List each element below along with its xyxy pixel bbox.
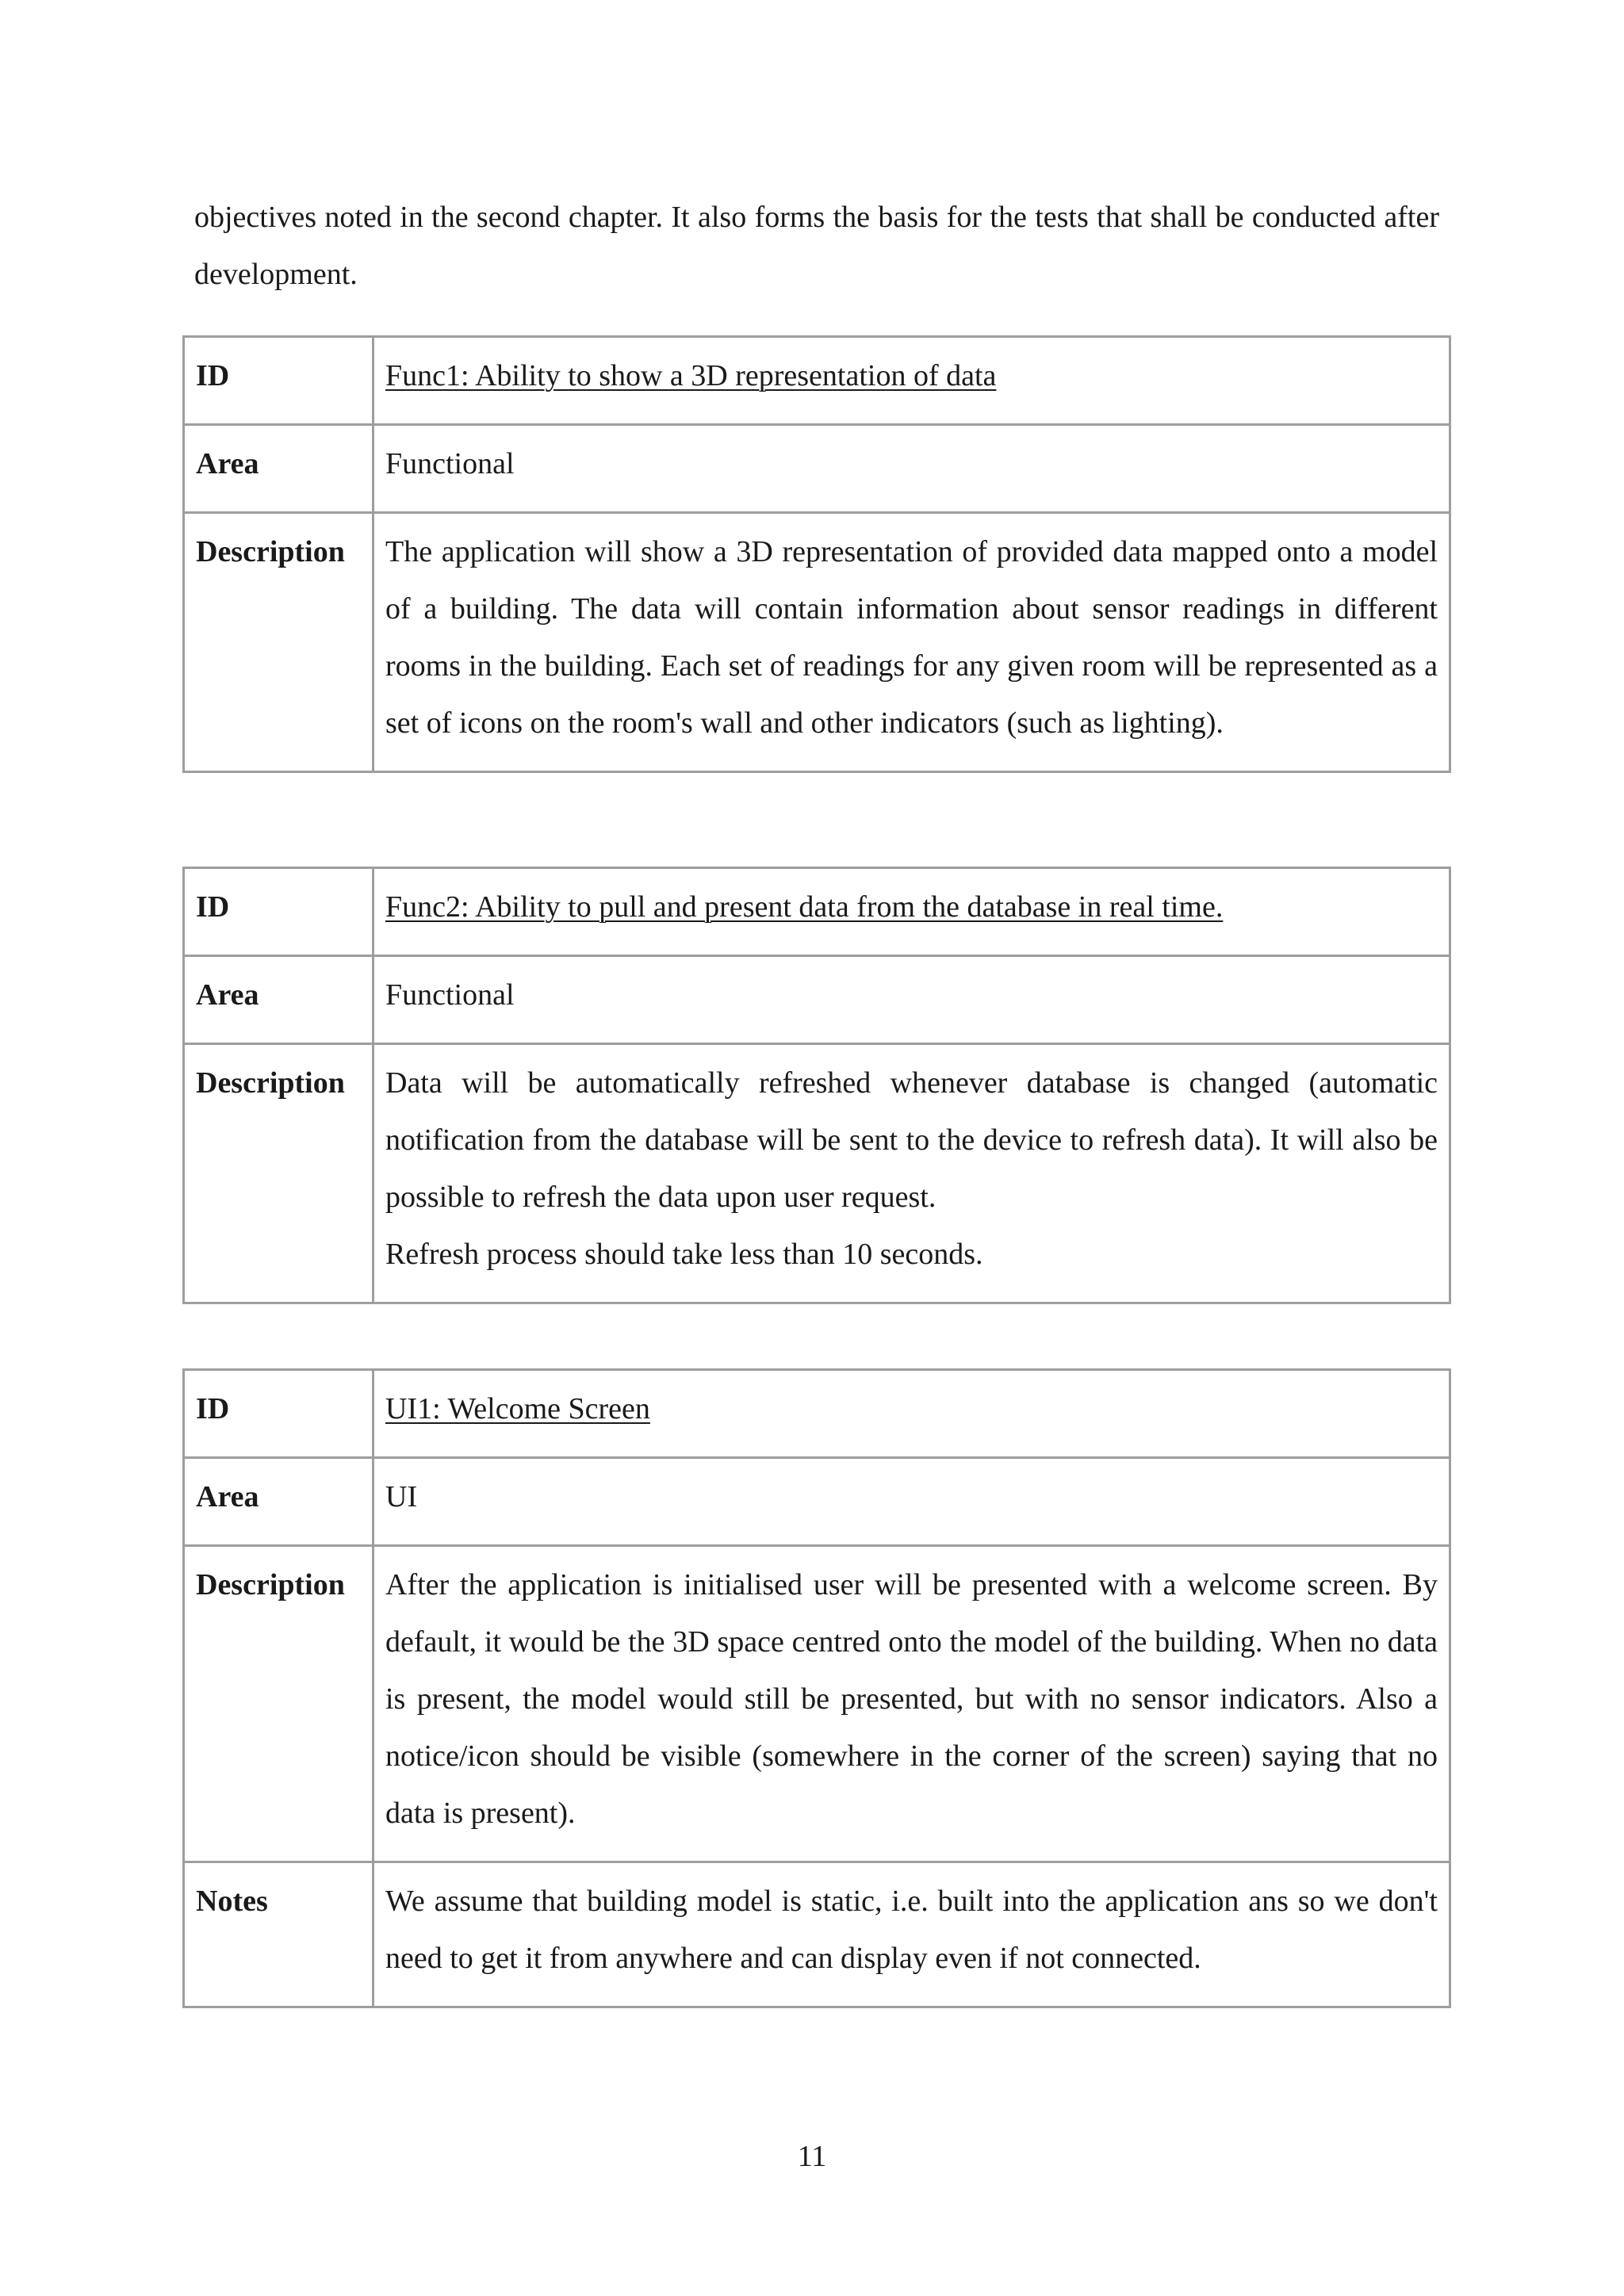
notes-value: We assume that building model is static, i.e. built into the application ans so we don't need to get it from anywhere and can display even if not connected. bbox=[373, 1862, 1450, 2007]
requirement-title: Func2: Ability to pull and present data from the database in real time. bbox=[385, 890, 1224, 924]
intro-paragraph: objectives noted in the second chapter. It also forms the basis for the tests that shall be conducted after development. bbox=[194, 201, 1439, 291]
table-row bbox=[184, 1862, 1450, 2007]
id-value bbox=[373, 868, 1450, 956]
table-row bbox=[184, 337, 1450, 425]
table-row bbox=[184, 956, 1450, 1044]
area-label: Area bbox=[184, 956, 373, 1044]
id-label: ID bbox=[184, 868, 373, 956]
requirement-title: Func1: Ability to show a 3D representation of data bbox=[385, 359, 997, 392]
notes-label: Notes bbox=[184, 1862, 373, 2007]
table-row bbox=[184, 1370, 1450, 1458]
description-value bbox=[373, 1044, 1450, 1303]
description-label: Description bbox=[184, 1546, 373, 1862]
table-row bbox=[184, 1546, 1450, 1862]
requirement-table-func2 bbox=[182, 867, 1451, 1304]
id-label: ID bbox=[184, 1370, 373, 1458]
requirement-table-ui1 bbox=[182, 1368, 1451, 2008]
table-row bbox=[184, 425, 1450, 513]
description-text: Refresh process should take less than 10 seconds. bbox=[385, 1238, 983, 1271]
description-text: The application will show a 3D representation of provided data mapped onto a model of a building. The data will contain information about sensor readings in different rooms in the building. Each set of readings for any given room will be represented as a set of icons on the room's wall and other indicators (such as lighting). bbox=[385, 535, 1438, 740]
description-value bbox=[373, 513, 1450, 772]
id-label: ID bbox=[184, 337, 373, 425]
id-value bbox=[373, 1370, 1450, 1458]
description-text: Data will be automatically refreshed whenever database is changed (automatic notification from the database will be sent to the device to refresh data). It will also be possible to refresh the data upon user request. bbox=[385, 1066, 1438, 1214]
table-row bbox=[184, 1458, 1450, 1546]
area-value: Functional bbox=[373, 425, 1450, 513]
description-text: After the application is initialised user will be presented with a welcome screen. By default, it would be the 3D space centred onto the model of the building. When no data is present, the model would still be presented, but with no sensor indicators. Also a notice/icon should be visible (somewhere in the corner of the screen) saying that no data is present). bbox=[385, 1568, 1438, 1830]
table-row bbox=[184, 1044, 1450, 1303]
area-label: Area bbox=[184, 425, 373, 513]
description-value bbox=[373, 1546, 1450, 1862]
page-number: 11 bbox=[797, 2140, 827, 2173]
description-label: Description bbox=[184, 1044, 373, 1303]
id-value bbox=[373, 337, 1450, 425]
area-label: Area bbox=[184, 1458, 373, 1546]
table-row bbox=[184, 513, 1450, 772]
description-label: Description bbox=[184, 513, 373, 772]
area-value: Functional bbox=[373, 956, 1450, 1044]
requirement-table-func1 bbox=[182, 335, 1451, 773]
area-value: UI bbox=[373, 1458, 1450, 1546]
requirement-title: UI1: Welcome Screen bbox=[385, 1392, 650, 1425]
table-row bbox=[184, 868, 1450, 956]
